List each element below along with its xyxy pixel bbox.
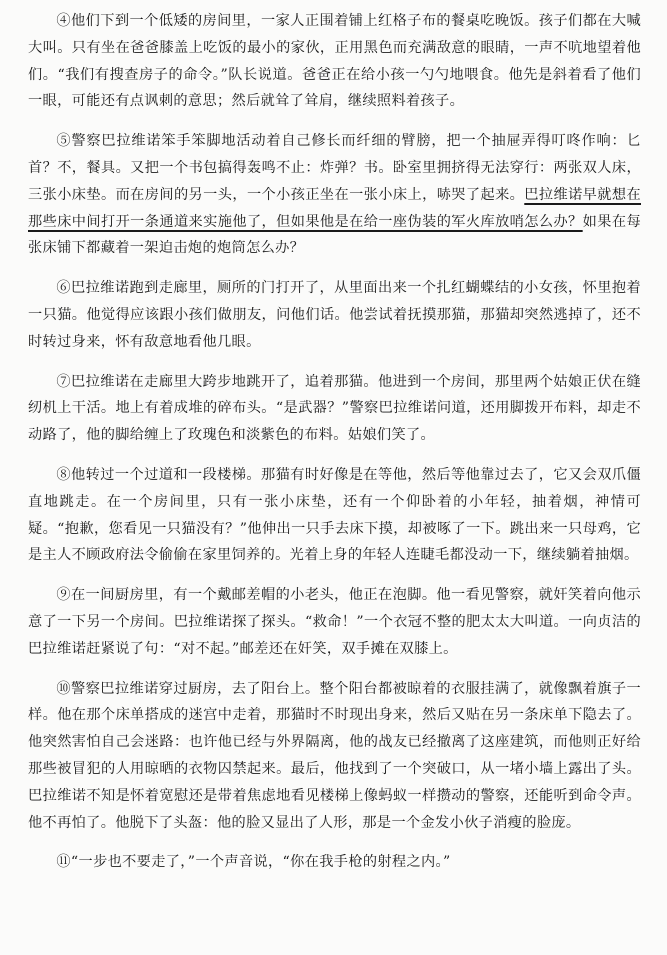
paragraph-11: ⑪“一步也不要走了，”一个声音说，“你在我手枪的射程之内。” xyxy=(56,854,451,871)
paragraph-5-underlined-sentence: 巴拉维诺早就想在那些床中间打开一条通道来实施他了，但如果他是在给一座伪装的军火库放哨怎么办？ xyxy=(28,186,641,230)
paragraph-7: ⑦巴拉维诺在走廊里大跨步地跳开了，追着那猫。他进到一个房间，那里两个姑娘正伏在缝纫机上干活。地上有着成堆的碎布头。“是武器？”警察巴拉维诺问道，还用脚拨开布料，却走不动路了，他的脚给缠上了玫瑰色和淡紫色的布料。姑娘们笑了。 xyxy=(28,373,641,444)
paragraph-8: ⑧他转过一个过道和一段楼梯。那猫有时好像是在等他，然后等他靠过去了，它又会双爪僵直地跳走。在一个房间里，只有一张小床垫，还有一个仰卧着的小年轻，抽着烟，神情可疑。“抱歉，您看见一只猫没有？”他伸出一只手去床下摸，却被啄了一下。跳出来一只母鸡，它是主人不顾政府法令偷偷在家里饲养的。光着上身的年轻人连睫毛都没动一下，继续躺着抽烟。 xyxy=(28,466,641,564)
paragraph-9: ⑨在一间厨房里，有一个戴邮差帽的小老头，他正在泡脚。他一看见警察，就奸笑着向他示意了一下另一个房间。巴拉维诺探了探头。“救命！”一个衣冠不整的肥太太大叫道。一向贞洁的巴拉维诺赶紧说了句：“对不起。”邮差还在奸笑，双手摊在双膝上。 xyxy=(28,587,641,657)
paragraph-5-text-before: ⑤警察巴拉维诺笨手笨脚地活动着自己修长而纤细的臂膀，把一个抽屉弄得叮咚作响：匕首？不，餐具。又把一个书包搞得轰鸣不止：炸弹？书。卧室里拥挤得无法穿行：两张双人床，三张小床垫。而在房间的另一头，一个小孩正坐在一张小床上，哧哭了起来。 xyxy=(28,133,641,203)
paragraph-5-text-after: 如果在每张床铺下都藏着一架迫击炮的炮筒怎么办？ xyxy=(28,213,641,257)
paragraph-10: ⑩警察巴拉维诺穿过厨房，去了阳台上。整个阳台都被晾着的衣服挂满了，就像飘着旗子一样。他在那个床单搭成的迷宫中走着，那猫时不时现出身来，然后又贴在另一条床单下隐去了。他突然害怕自己会迷路：也许他已经与外界隔离，他的战友已经撤离了这座建筑，而他则正好给那些被冒犯的人用晾晒的衣物囚禁起来。最后，他找到了一个突破口，从一堵小墙上露出了头。巴拉维诺不知是怀着宽慰还是带着焦虑地看见楼梯上像蚂蚁一样攒动的警察，还能听到命令声。他不再怕了。他脱下了头盔：他的脸又显出了人形，那是一个金发小伙子消瘦的脸庞。 xyxy=(28,680,641,831)
paragraph-4: ④他们下到一个低矮的房间里，一家人正围着铺上红格子布的餐桌吃晚饭。孩子们都在大喊大叫。只有坐在爸爸膝盖上吃饭的最小的家伙，正用黑色而充满敌意的眼睛，一声不吭地望着他们。“我们有搜查房子的命令。”队长说道。爸爸正在给小孩一勺勺地喂食。他先是斜着看了他们一眼，可能还有点讽刺的意思；然后就耸了耸肩，继续照料着孩子。 xyxy=(28,13,641,110)
paragraph-5 xyxy=(28,128,641,262)
paragraph-6: ⑥巴拉维诺跑到走廊里，厕所的门打开了，从里面出来一个扎红蝴蝶结的小女孩，怀里抱着一只猫。他觉得应该跟小孩们做朋友，问他们话。他尝试着抚摸那猫，那猫却突然逃掉了，还不时转过身来，怀有敌意地看他几眼。 xyxy=(28,280,641,350)
